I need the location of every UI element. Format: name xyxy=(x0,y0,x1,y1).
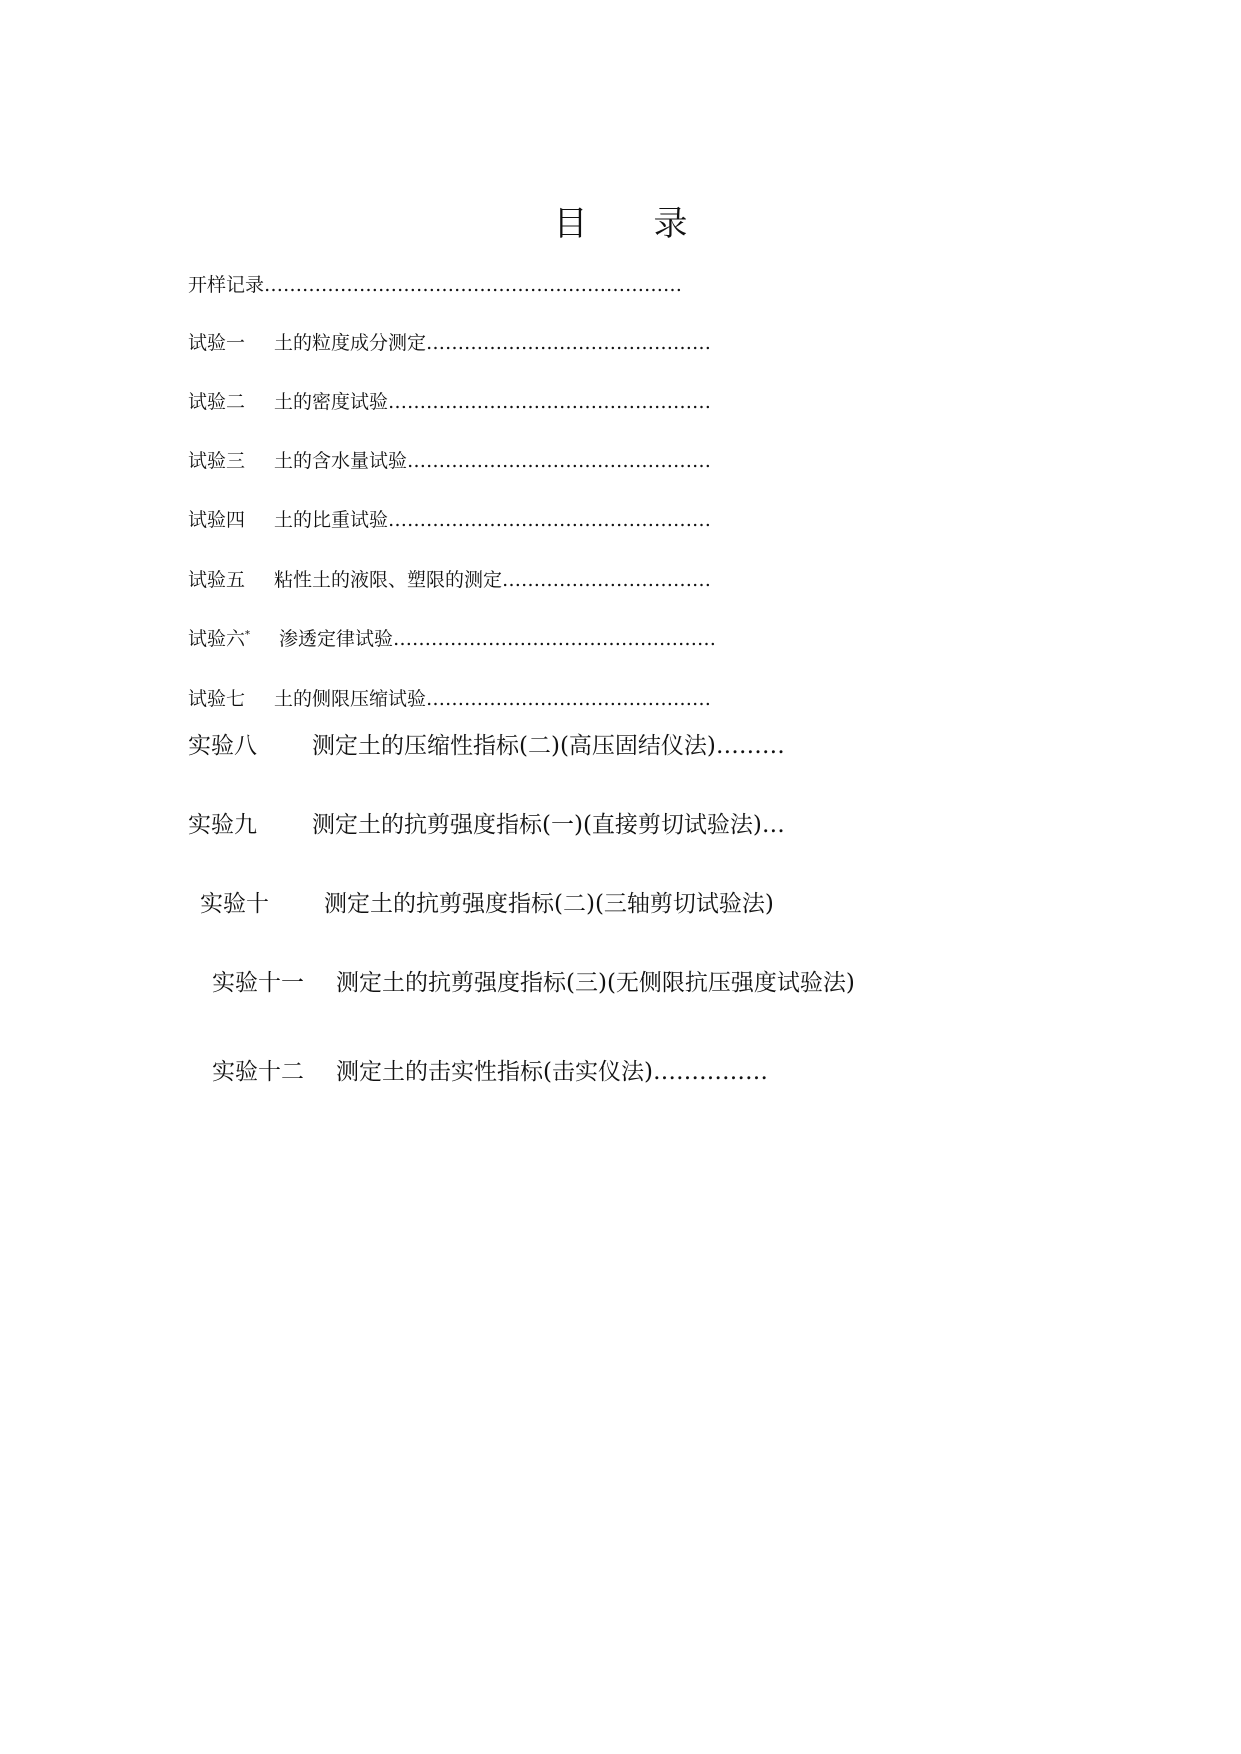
toc-entry-leader: …………………………… xyxy=(502,569,712,591)
toc-entry-experiment-9 xyxy=(188,814,785,837)
toc-entry-title: 粘性土的液限、塑限的测定 xyxy=(274,569,503,591)
toc-heading xyxy=(0,196,1241,245)
toc-entry-label: 试验三 xyxy=(188,450,246,472)
toc-entry-title: 土的比重试验 xyxy=(274,509,389,531)
toc-entry-label: 试验七 xyxy=(188,688,246,710)
toc-entry-test-3 xyxy=(188,452,711,471)
toc-entry-title: 土的侧限压缩试验 xyxy=(274,688,427,710)
toc-entry-title: 测定土的压缩性指标(二)(高压固结仪法) xyxy=(312,733,716,759)
toc-entry-leader: ……………………………………… xyxy=(426,688,712,710)
toc-entry-label: 试验四 xyxy=(188,509,246,531)
toc-entry-test-4 xyxy=(188,511,711,530)
toc-entry-test-5 xyxy=(188,571,711,590)
toc-entry-test-2 xyxy=(188,393,711,412)
toc-entry-leader: ……………………………………… xyxy=(426,332,712,354)
toc-entry-title: 测定土的击实性指标(击实仪法) xyxy=(336,1059,653,1085)
toc-entry-leader: …………………………………………… xyxy=(393,628,717,650)
toc-entry-leader: …………………………………………… xyxy=(388,509,712,531)
toc-entry-label-wrap xyxy=(188,630,279,649)
toc-entry-leader: ………………………………………… xyxy=(407,450,712,472)
toc-entry-test-1 xyxy=(188,334,711,353)
toc-entry-leader: ……… xyxy=(715,733,785,759)
toc-entry-label: 试验六 xyxy=(188,628,246,650)
toc-entry-open-sample-record xyxy=(188,276,682,295)
toc-entry-title: 渗透定律试验 xyxy=(279,628,394,650)
toc-entry-test-6 xyxy=(188,630,716,649)
toc-entry-leader: …………………………………………… xyxy=(388,391,712,413)
toc-entry-title: 测定土的抗剪强度指标(一)(直接剪切试验法) xyxy=(312,812,762,838)
toc-entry-label: 实验十一 xyxy=(212,970,304,996)
toc-entry-leader: ………………………………………………………… xyxy=(264,274,683,296)
toc-entry-label: 试验二 xyxy=(188,391,246,413)
toc-entry-label: 试验五 xyxy=(188,569,246,591)
toc-entry-asterisk: * xyxy=(245,629,251,641)
toc-entry-label: 实验十二 xyxy=(212,1059,304,1085)
toc-entry-title: 土的含水量试验 xyxy=(274,450,408,472)
toc-entry-experiment-11 xyxy=(212,972,855,995)
toc-entry-experiment-8 xyxy=(188,735,785,758)
toc-entry-title: 土的粒度成分测定 xyxy=(274,332,427,354)
toc-entry-label: 试验一 xyxy=(188,332,246,354)
toc-entry-label: 实验九 xyxy=(188,812,257,838)
toc-entry-title: 测定土的抗剪强度指标(三)(无侧限抗压强度试验法) xyxy=(336,970,855,996)
toc-entry-label: 开样记录 xyxy=(188,274,265,296)
toc-entry-test-7 xyxy=(188,690,711,709)
toc-entry-title: 土的密度试验 xyxy=(274,391,389,413)
toc-heading-char-2: 录 xyxy=(653,204,688,244)
toc-entry-experiment-12 xyxy=(212,1061,768,1084)
toc-entry-leader: …………… xyxy=(652,1059,768,1085)
toc-entry-experiment-10 xyxy=(200,893,774,916)
toc-entry-leader: … xyxy=(761,812,785,838)
toc-entry-label: 实验十 xyxy=(200,891,269,917)
toc-heading-char-1: 目 xyxy=(553,204,588,244)
toc-entry-title: 测定土的抗剪强度指标(二)(三轴剪切试验法) xyxy=(324,891,774,917)
toc-entry-label: 实验八 xyxy=(188,733,257,759)
